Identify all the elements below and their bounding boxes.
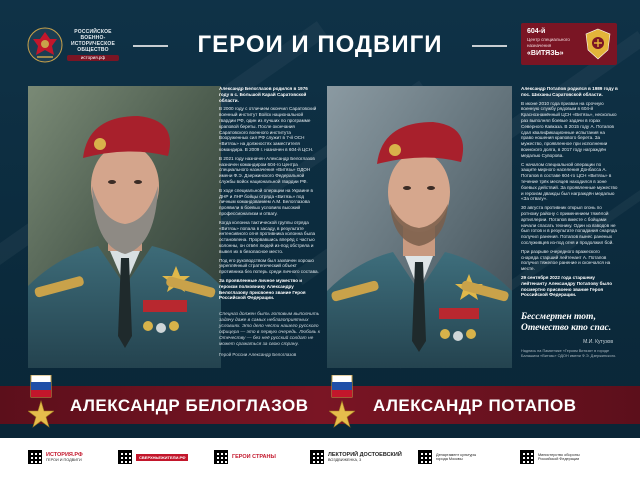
org-name (67, 29, 119, 61)
hero-star-medal-icon (329, 375, 355, 435)
qr-code-icon (214, 450, 228, 464)
bio-award: За проявленные личное мужество и героизм полковнику Александру Белоглазову присвоено звание Героя Российской Федерации. (219, 277, 306, 301)
bio-paragraph: С началом специальной операции по защите мирного населения Донбасса А. Потапов в составе 604-го ЦСН «Витязь» в течение трёх месяцев находился в зоне боевых действий. За проявленные мужество и героизм дважды был награждён медалью «За отвагу». (521, 161, 618, 202)
title-rule-right (472, 45, 507, 47)
partner-label: ИСТОРИЯ.РФ (46, 451, 83, 458)
bio-paragraph: В иконе 2010 года призван на срочную военную службу рядовым в 604-й Краснознамённый ЦСН «Витязь», несколько раз выполнял боевые задачи в горах Северного Кавказа. В 2015 году А. Потапов сдал квалификационные испытания на право ношения крапового берета. За мужество, проявленное при исполнении воинского долга, в 2017 году награждён медалью Суворова. (521, 100, 617, 158)
portrait-image (327, 86, 512, 368)
quote-belogazov (219, 312, 323, 358)
partner-label: ЛЕКТОРИЙ ДОСТОЕВСКИЙ (328, 451, 402, 458)
page-title: ГЕРОИ И ПОДВИГИ (197, 31, 443, 58)
bio-belogazov (219, 86, 319, 304)
partner-lektoriy[interactable] (310, 450, 402, 464)
hero-star-medal-icon (28, 375, 54, 435)
partner-sub: города Москвы (436, 457, 463, 461)
hero-name-potapov: АЛЕКСАНДР ПОТАПОВ (373, 396, 577, 415)
quote-signature: Герой России Александр Белоглазов (219, 352, 297, 357)
bio-paragraph: В 2021 году назначен Александр Белоглазов назначен командиром 604-го Центра специального назначения «Витязь» ОДОН имени Ф.Э. Дзержинского Федеральной службы войск национальной гвардии РФ. (219, 155, 315, 184)
motto-author: М.И. Кутузов (583, 339, 613, 345)
partner-istoriya[interactable] (28, 450, 83, 464)
unit-desc: Центр специального назначения (527, 37, 570, 48)
qr-code-icon (118, 450, 132, 464)
bio-lead: Александр Потапов родился в 1989 году в пос. Шиханы Саратовской области. (521, 86, 618, 97)
partner-geroi-strany[interactable] (214, 450, 276, 464)
qr-code-icon (310, 450, 324, 464)
unit-badge (521, 23, 617, 65)
org-site-link[interactable]: история.рф (67, 55, 119, 61)
bio-paragraph: При разрыве очередного вражеского снаряда старший лейтенант А. Потапов получил тяжелое ранение и скончался на месте. (521, 248, 611, 272)
org-line: ОБЩЕСТВО (77, 47, 109, 53)
qr-code-icon (418, 450, 432, 464)
motto-quote: Бессмертен тот, Отечество кто спас. (521, 312, 612, 333)
bio-paragraph: Когда колонна тактической группы отряда «Витязь» попала в засаду, в результате интенсивного огня противника колонна была остановлена. Прорвавшись вперёд с частью колонны, он отвёл людей из-под обстрела и вывел их в безопасное место. (219, 219, 316, 254)
bio-lead: Александр Белоглазов родился в 1976 году в с. Большой Карай Саратовской области. (219, 86, 308, 103)
partner-label: Департамент культуры (436, 452, 477, 457)
portrait-belogazov (28, 86, 221, 368)
org-line: ИСТОРИЧЕСКОЕ (71, 41, 115, 47)
partner-label: Министерство обороны (538, 452, 580, 457)
quote-text: Спецназ должен быть готовым выполнить задачу даже в самых неблагоприятных условиях. Это дело чести нашего русского офицера — это в первую очередь. Любовь к Отечеству — без неё русский солдат не может сражаться за свою страну. (219, 312, 320, 347)
bio-paragraph: В ходе специальной операции на Украине в ДНР и ЛНР бойцы отряда «Витязь» под личным командованием А.М. Белоглазова проявили в боевых условиях высокий профессионализм и отвагу. (219, 187, 313, 216)
bio-paragraph: В 2000 году с отличием окончил Саратовский военный институт Войск национальной гвардии РФ, один из лучших по программе краповой береты. После окончания Саратовского военного института Вооруженных сил РФ служит в 7-й ОСН «Витязь» на должностях заместителя командира. В 2009 г. назначен в 604-й ЦСН. (219, 106, 317, 152)
org-line: ВОЕННО- (80, 35, 106, 41)
portrait-potapov (327, 86, 512, 368)
motto-note: Надпись на Памятнике «Героям Витязя» в городе Балашиха «Витязь» ОДОН имени Ф.Э. Дзержинского. (521, 349, 617, 358)
vityaz-emblem-icon (584, 28, 612, 60)
partners-footer (0, 438, 640, 481)
bio-paragraph: 30 августа противник открыл огонь по ротному району с применением тяжёлой артиллерии. Потапов вместе с бойцами начали спасать технику. Один из взводов не был готов и в результате попадания снаряда получил ранения. Потапов вынес раненых сослуживцев из-под огня и продолжил бой. (521, 205, 617, 245)
rvio-emblem-icon (26, 26, 64, 64)
qr-code-icon (28, 450, 42, 464)
portrait-image (28, 86, 221, 368)
unit-number: 604-й (527, 28, 546, 35)
hero-name-belogazov: АЛЕКСАНДР БЕЛОГЛАЗОВ (70, 396, 309, 415)
partner-sub: Российской Федерации (538, 457, 580, 461)
partner-sub: ВОЗДВИЖЕНКА, 3 (328, 457, 362, 462)
partner-sub: ГЕРОИ И ПОДВИГИ (46, 457, 82, 462)
bio-paragraph: Под его руководством был захвачен хорошо укреплённый стратегический объект противника без потерь среди личного состава. (219, 257, 319, 275)
partner-sverkhnezhiteli[interactable] (118, 450, 188, 464)
org-line: РОССИЙСКОЕ (74, 29, 112, 35)
bio-potapov (521, 86, 618, 301)
title-rule-left (133, 45, 168, 47)
qr-code-icon (520, 450, 534, 464)
partner-dep-kultury[interactable] (418, 450, 476, 464)
partner-minoborony[interactable] (520, 450, 580, 464)
header (0, 0, 640, 78)
partner-label: ГЕРОИ СТРАНЫ (232, 454, 276, 460)
partner-label: СВЕРХНЬЕЖИТЕЛИ.РФ (136, 454, 188, 461)
bio-award: 29 сентября 2022 года старшему лейтенанту Александру Потапову было посмертно присвоено звание Героя Российской Федерации. (521, 274, 613, 298)
unit-name: «ВИТЯЗЬ» (527, 50, 564, 57)
